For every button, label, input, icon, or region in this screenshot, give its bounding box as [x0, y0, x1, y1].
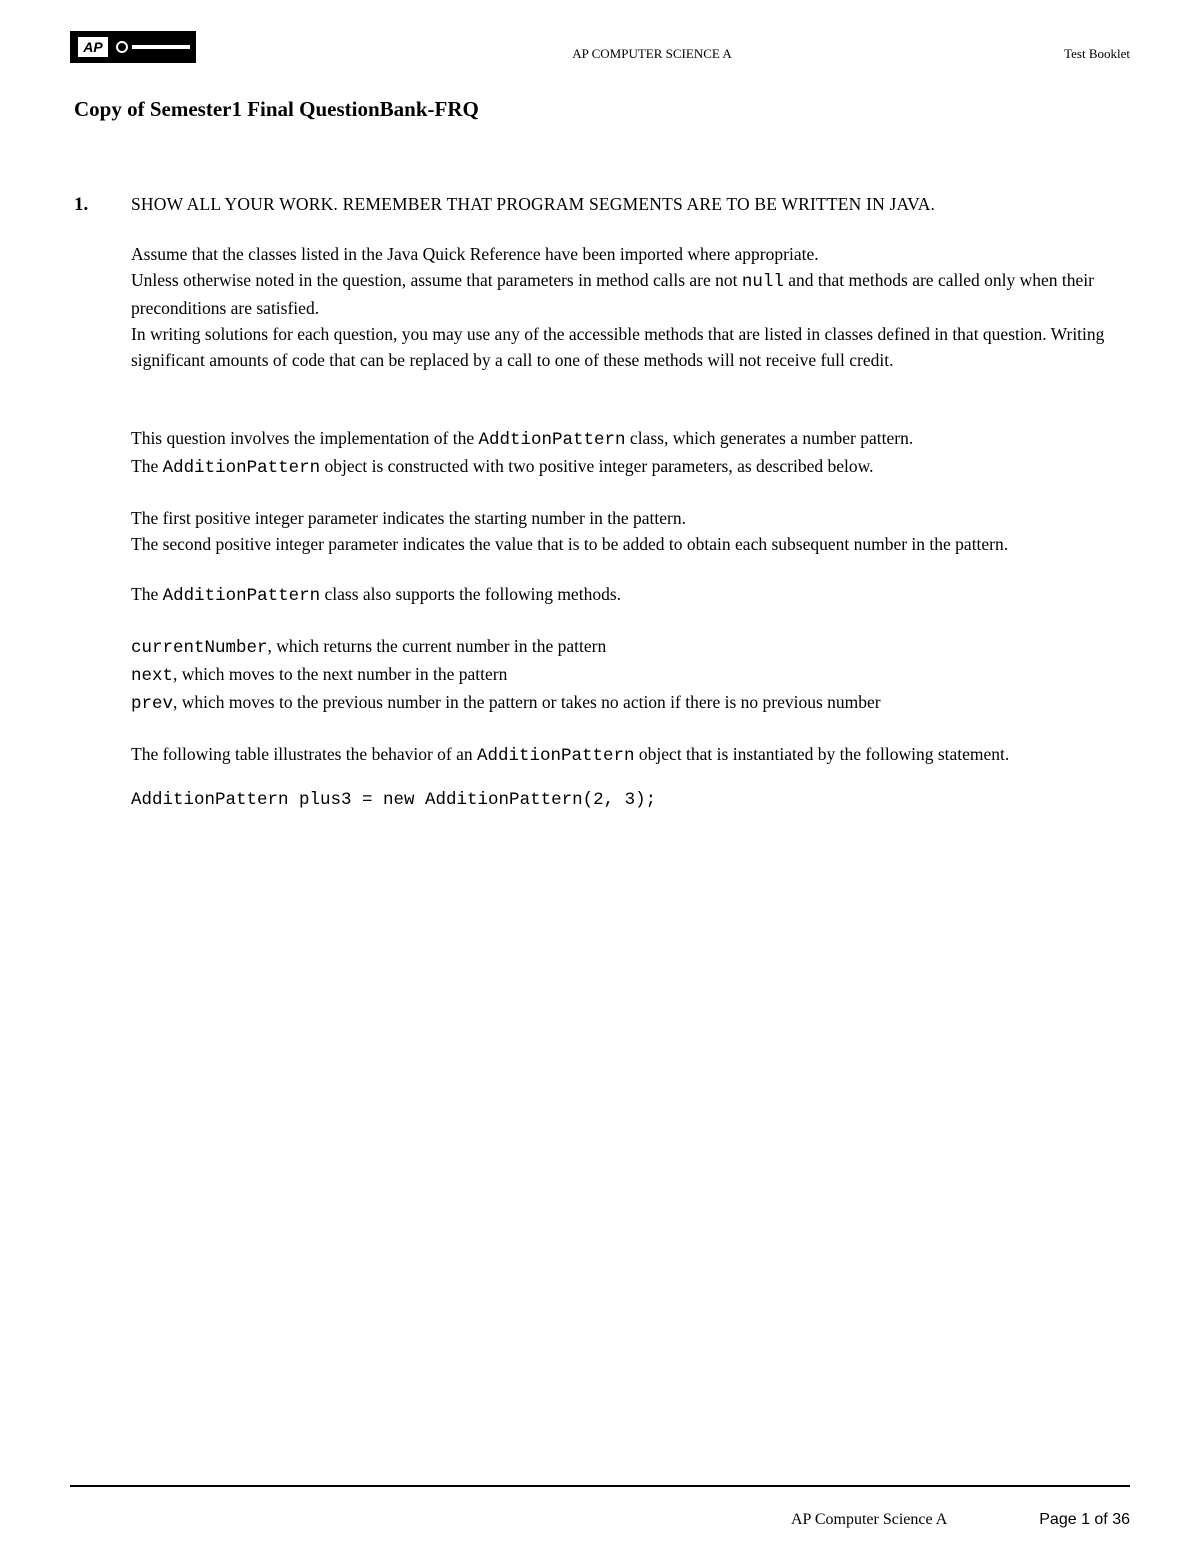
assumption-imports: Assume that the classes listed in the Java Quick Reference have been imported where appropriate.: [131, 244, 819, 264]
footer-divider: [70, 1485, 1130, 1487]
footer-page-number: Page 1 of 36: [1039, 1511, 1130, 1528]
code-class-name: AdditionPattern: [162, 458, 321, 478]
header-booklet-label: Test Booklet: [1064, 46, 1130, 61]
methods-intro: The AdditionPattern class also supports the following methods.: [131, 584, 622, 606]
instruction-text: SHOW ALL YOUR WORK. REMEMBER THAT PROGRAM SEGMENTS ARE TO BE WRITTEN IN JAVA.: [131, 194, 936, 214]
code-class-name: AddtionPattern: [478, 430, 626, 450]
code-class-name: AdditionPattern: [162, 586, 321, 606]
code-instantiation: AdditionPattern plus3 = new AdditionPattern(2, 3);: [131, 790, 657, 810]
method-prev: prev, which moves to the previous number in the pattern or takes no action if there is no previous number: [131, 692, 881, 714]
ap-logo-mark: AP: [78, 37, 108, 57]
code-null: null: [741, 272, 784, 292]
intro-class: This question involves the implementation of the AddtionPattern class, which generates a number pattern.: [131, 428, 914, 450]
assumption-methods: In writing solutions for each question, you may use any of the accessible methods that are listed in classes defined in that question. Writing significant amounts of code that can be replaced by a call to one of these methods will not receive full credit.: [131, 324, 1105, 370]
method-next: next, which moves to the next number in the pattern: [131, 664, 508, 686]
document-title: Copy of Semester1 Final QuestionBank-FRQ: [74, 97, 479, 121]
code-class-name: AdditionPattern: [477, 746, 635, 766]
table-intro: The following table illustrates the behavior of an AdditionPattern object that is instantiated by the following statement.: [131, 744, 1010, 766]
question-number: 1.: [74, 194, 89, 215]
intro-constructor: The AdditionPattern object is constructed with two positive integer parameters, as described below.: [131, 456, 874, 478]
param-second: The second positive integer parameter indicates the value that is to be added to obtain each subsequent number in the pattern.: [131, 534, 1009, 554]
param-first: The first positive integer parameter indicates the starting number in the pattern.: [131, 508, 686, 528]
method-current-number: currentNumber, which returns the current number in the pattern: [131, 636, 607, 658]
question-body: [131, 191, 1131, 813]
header-subject: AP COMPUTER SCIENCE A: [572, 46, 732, 61]
assumption-parameters: Unless otherwise noted in the question, assume that parameters in method calls are not null and that methods are called only when their preconditions are satisfied.: [131, 270, 1094, 318]
footer-subject: AP Computer Science A: [791, 1511, 948, 1528]
